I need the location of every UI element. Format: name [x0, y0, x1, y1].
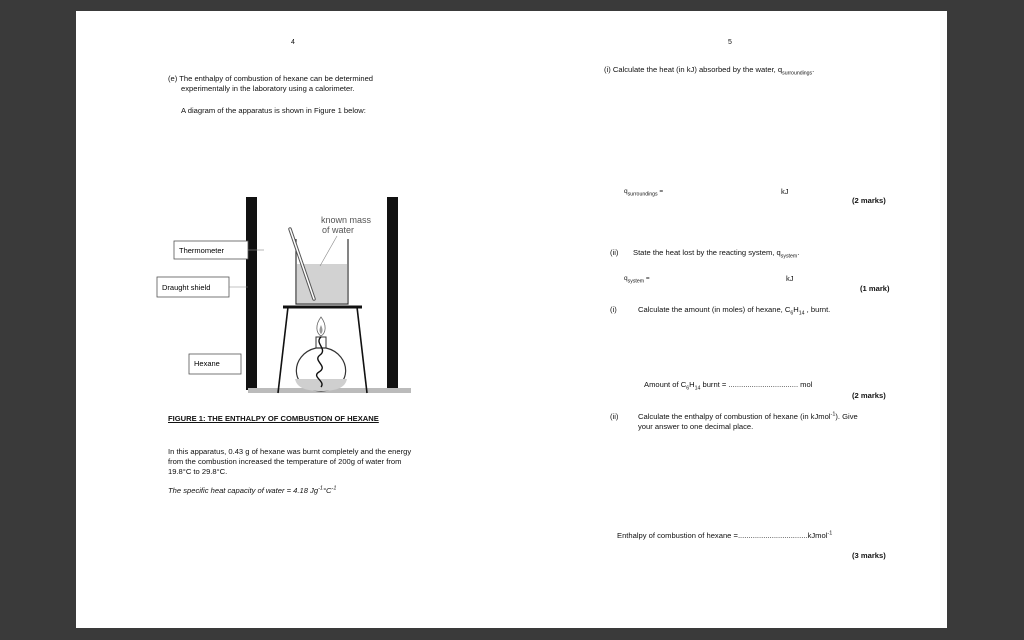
marks-2: (1 mark) — [860, 284, 890, 293]
known-mass-label-line2: of water — [322, 225, 355, 235]
thermometer-label: Thermometer — [179, 246, 225, 255]
question-ii2-enthalpy-line1: Calculate the enthalpy of combustion of hexane (in kJmol$^{-1}$). Give — [638, 411, 858, 421]
calorimeter-diagram — [156, 191, 416, 401]
q-system-answer-line: $q_{system}$ = — [624, 275, 650, 285]
draught-shield-label: Draught shield — [162, 283, 211, 292]
apparatus-line2: from the combustion increased the temperature of 200g of water from — [168, 457, 402, 466]
marks-1: (2 marks) — [852, 196, 886, 205]
question-i2-number: (i) — [610, 305, 617, 314]
question-ii-heat-lost: State the heat lost by the reacting system, $q_{system}$. — [633, 248, 800, 260]
stand-right-pole — [387, 197, 398, 390]
apparatus-line3: 19.8°C to 29.8°C. — [168, 467, 228, 476]
stand-left-pole — [246, 197, 257, 390]
known-mass-label-line1: known mass — [321, 215, 372, 225]
q-surroundings-answer-line: $q_{surroundings}$ = — [624, 188, 664, 198]
tripod-leg-right — [357, 307, 367, 393]
right-page-number: 5 — [728, 39, 732, 46]
enthalpy-answer-line: Enthalpy of combustion of hexane =.................................kJmol$^{-1}$ — [617, 530, 833, 540]
apparatus-line1: In this apparatus, 0.43 g of hexane was burnt completely and the energy — [168, 447, 412, 456]
unit-kj-1: kJ — [781, 187, 789, 196]
diagram-intro: A diagram of the apparatus is shown in Figure 1 below: — [181, 106, 366, 115]
exam-sheet — [76, 11, 947, 628]
question-ii2-enthalpy-line2: your answer to one decimal place. — [638, 422, 754, 431]
question-e-line2: experimentally in the laboratory using a calorimeter. — [181, 84, 355, 93]
figure-caption: FIGURE 1: THE ENTHALPY OF COMBUSTION OF HEXANE — [168, 414, 379, 423]
tripod-leg-left — [278, 307, 288, 393]
marks-3: (2 marks) — [852, 391, 886, 400]
question-i2-moles: Calculate the amount (in moles) of hexane, $C_6H_{14}$ , burnt. — [638, 305, 831, 317]
question-ii-number: (ii) — [610, 248, 619, 257]
question-i-heat-absorbed: (i) Calculate the heat (in kJ) absorbed by the water, $q_{surroundings}$. — [604, 65, 815, 77]
specific-heat-capacity: The specific heat capacity of water = 4.18 $Jg^{-1}^\circ C^{-1}$ — [168, 485, 337, 495]
marks-4: (3 marks) — [852, 551, 886, 560]
question-ii2-number: (ii) — [610, 412, 619, 421]
hexane-label: Hexane — [194, 359, 220, 368]
unit-kj-2: kJ — [786, 274, 794, 283]
question-e-line1: (e) The enthalpy of combustion of hexane can be determined — [168, 74, 374, 83]
left-page-number: 4 — [291, 39, 295, 46]
amount-answer-line: Amount of $C_6H_{14}$ burnt = ................................. mol — [644, 380, 813, 392]
